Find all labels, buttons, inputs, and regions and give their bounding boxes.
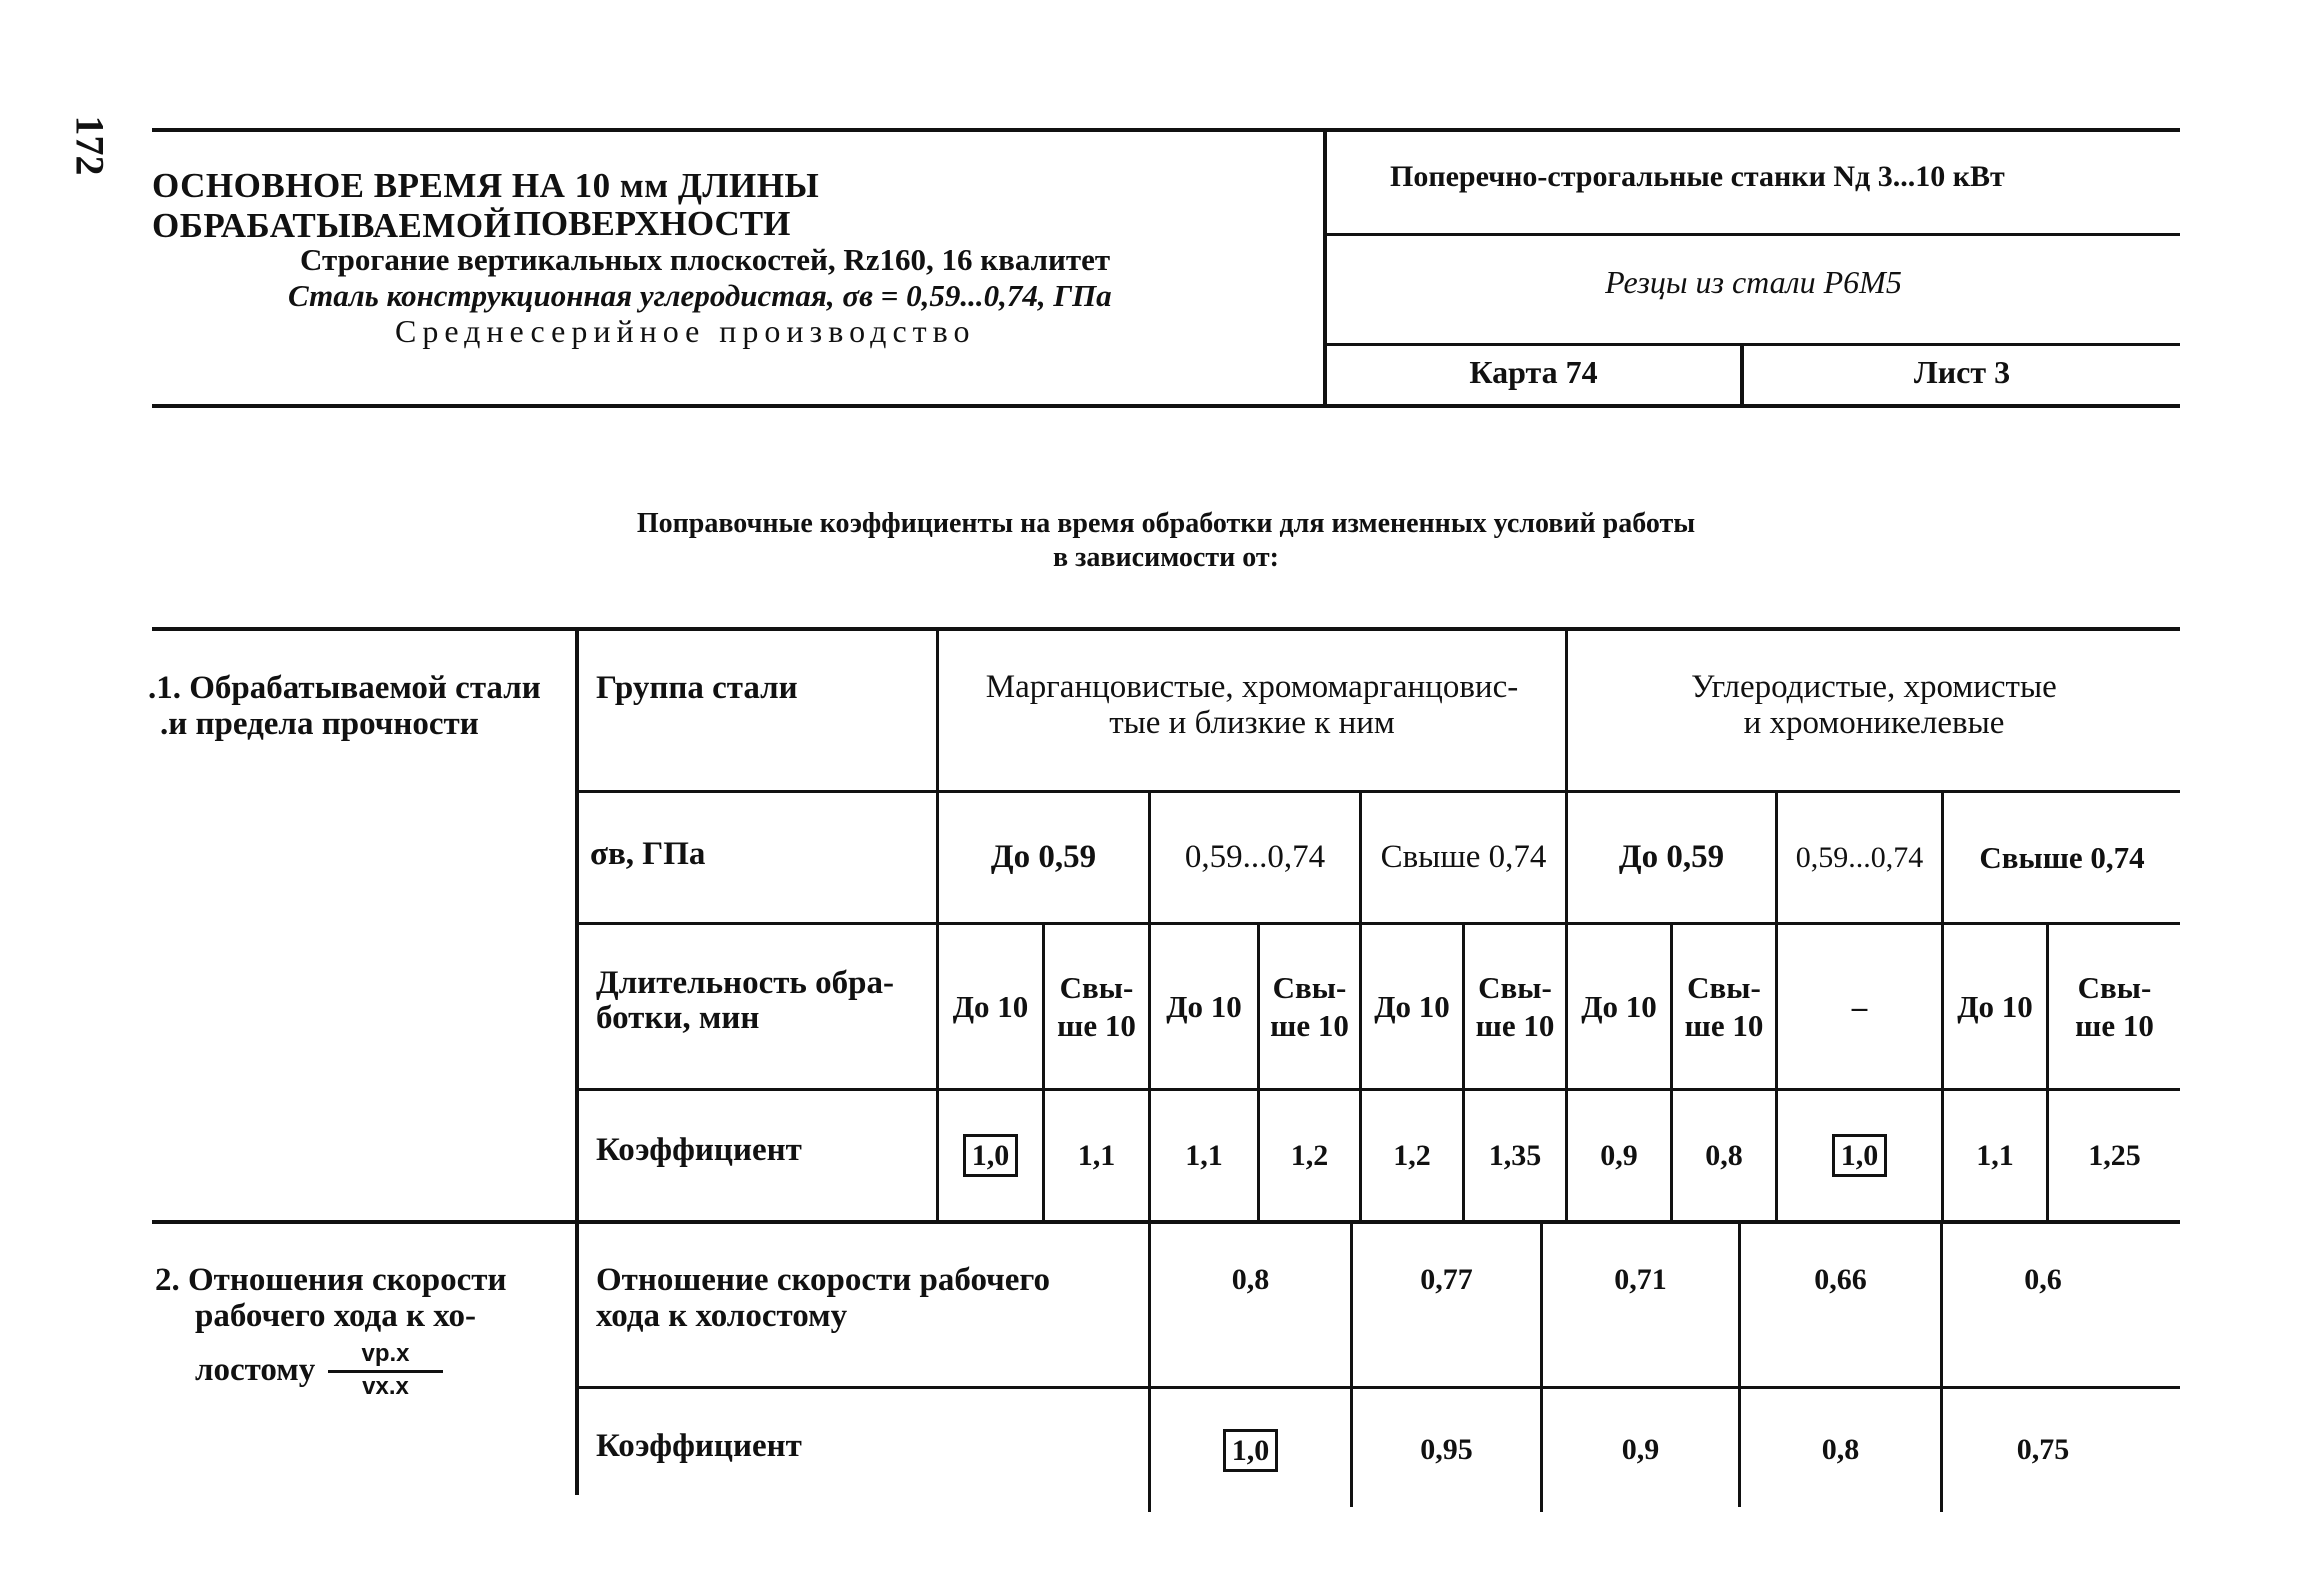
header-bottom-rule <box>152 404 2180 408</box>
sigma-value: 0,59...0,74 <box>1795 840 1924 874</box>
ratio-value: 0,77 <box>1420 1263 1473 1296</box>
caption-line-2: в зависимости от: <box>1053 542 1279 573</box>
header-rule-1 <box>1325 233 2180 236</box>
coef-value: 1,25 <box>2088 1138 2141 1172</box>
header-top-rule <box>152 128 2180 132</box>
header-rule-2 <box>1325 343 2180 346</box>
coef-value: 1,0 <box>939 1091 1042 1220</box>
duration-value: До 10 <box>1166 988 1242 1024</box>
fraction-denominator: vх.х <box>362 1373 409 1400</box>
duration-value: До 10 <box>1374 988 1450 1024</box>
production-type: Среднесерийное производство <box>395 313 976 349</box>
coef-label: Коэффициент <box>596 1132 802 1168</box>
title-line-1: ОСНОВНОЕ ВРЕМЯ НА 10 мм ДЛИНЫ ОБРАБАТЫВАЕМОЙ <box>152 166 820 245</box>
duration-value: Свы- ше 10 <box>2075 970 2154 1043</box>
fraction-numerator: vр.х <box>361 1340 410 1367</box>
s2-coef-value: 1,0 <box>1151 1415 1350 1485</box>
subtitle-1: Строгание вертикальных плоскостей, Rz160, 16 квалитет <box>300 242 1111 277</box>
sigma-value: До 0,59 <box>990 838 1097 875</box>
card-label: Карта 74 <box>1469 354 1598 390</box>
section-divider-rule <box>152 1220 2180 1224</box>
s2-coef-value: 0,8 <box>1821 1433 1860 1466</box>
table-top-rule <box>152 627 2180 631</box>
group-b-line-2: и хромоникелевые <box>1743 705 2005 742</box>
s2-coef-value: 0,9 <box>1621 1433 1660 1466</box>
group-label: Группа стали <box>596 670 798 706</box>
s2-coef-value: 0,95 <box>1420 1433 1473 1466</box>
ratio-label-line-2: хода к холостому <box>596 1298 848 1334</box>
duration-value: Свы- ше 10 <box>1057 970 1136 1043</box>
sigma-value: Свыше 0,74 <box>1979 839 2145 875</box>
coef-value: 1,0 <box>1778 1091 1941 1220</box>
coef-value: 1,2 <box>1290 1138 1329 1172</box>
s2-label-line-2: рабочего хода к хо- <box>195 1298 476 1334</box>
sigma-value: 0,59...0,74 <box>1184 838 1326 875</box>
coef-value: 1,1 <box>1976 1138 2014 1172</box>
ratio-value: 0,66 <box>1814 1263 1867 1296</box>
coef-value: 0,9 <box>1600 1138 1638 1172</box>
coef-value: 1,2 <box>1393 1138 1431 1172</box>
s2-label-line-3: лостому <box>195 1352 316 1388</box>
sheet-label: Лист 3 <box>1913 354 2011 390</box>
group-a-line-2: тые и близкие к ним <box>1109 705 1395 742</box>
s1-label-line-1: .1. Обрабатываемой стали <box>148 670 541 706</box>
s2-coef-value: 0,75 <box>2016 1433 2070 1466</box>
duration-value: Свы- ше 10 <box>1270 970 1349 1043</box>
page-number: 172 <box>67 115 113 176</box>
group-b-line-1: Углеродистые, хромистые <box>1691 669 2057 706</box>
ratio-value: 0,8 <box>1231 1263 1270 1296</box>
duration-value: До 10 <box>1581 988 1657 1024</box>
duration-value: – <box>1851 988 1868 1024</box>
sigma-label: σв, ГПа <box>590 836 706 872</box>
sigma-value: До 0,59 <box>1618 838 1725 875</box>
coef-value: 1,1 <box>1077 1138 1116 1172</box>
s1-label-line-2: .и предела прочности <box>160 706 479 742</box>
duration-label-line-1: Длительность обра- <box>596 965 894 1001</box>
sigma-value: Свыше 0,74 <box>1380 838 1547 875</box>
machines-label: Поперечно-строгальные станки Nд 3...10 кВт <box>1390 160 2005 193</box>
s2-coef-label: Коэффициент <box>596 1428 802 1464</box>
cutters-label: Резцы из стали Р6М5 <box>1605 264 1902 300</box>
duration-value: До 10 <box>952 988 1029 1024</box>
ratio-value: 0,71 <box>1614 1263 1667 1296</box>
title-line-2: ПОВЕРХНОСТИ <box>513 204 791 243</box>
duration-value: До 10 <box>1957 988 2033 1024</box>
duration-value: Свы- ше 10 <box>1684 970 1764 1043</box>
ratio-value: 0,6 <box>2024 1263 2062 1296</box>
s2-label-line-1: 2. Отношения скорости <box>155 1262 507 1298</box>
speed-ratio-fraction <box>328 1340 443 1401</box>
duration-label-line-2: ботки, мин <box>596 1000 760 1036</box>
coef-value: 1,35 <box>1488 1138 1542 1172</box>
subtitle-2: Сталь конструкционная углеродистая, σв = 0,59...0,74, ГПа <box>288 278 1112 313</box>
duration-value: Свы- ше 10 <box>1475 970 1555 1043</box>
ratio-label-line-1: Отношение скорости рабочего <box>596 1262 1051 1298</box>
group-a-line-1: Марганцовистые, хромомарганцовис- <box>985 669 1519 706</box>
coef-value: 0,8 <box>1705 1138 1743 1172</box>
table-label-divider <box>575 627 579 1495</box>
caption-line-1: Поправочные коэффициенты на время обработки для измененных условий работы <box>636 508 1696 539</box>
coef-value: 1,1 <box>1185 1138 1223 1172</box>
